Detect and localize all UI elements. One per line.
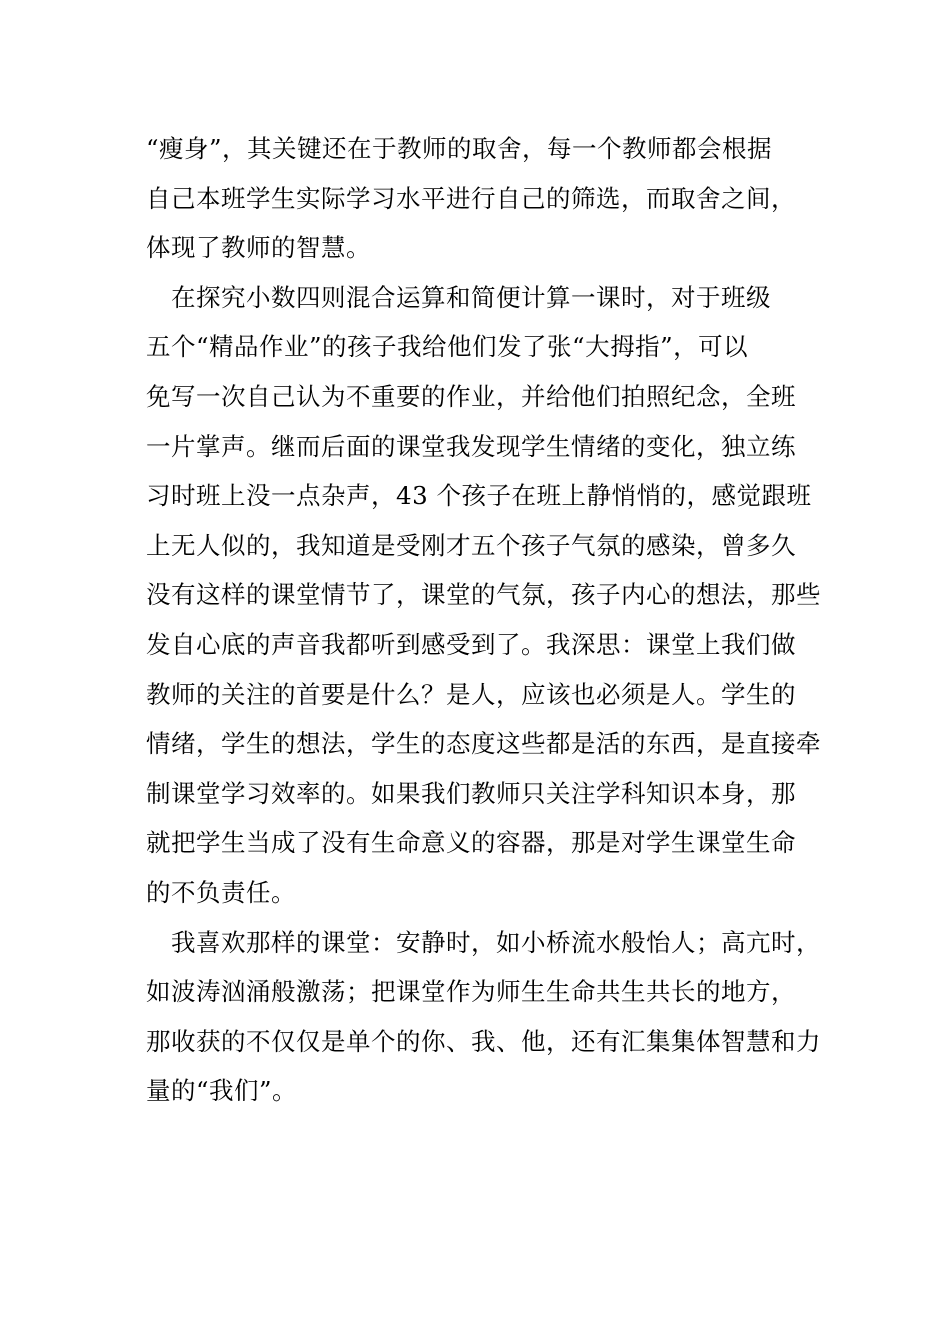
text-line: 就把学生当成了没有生命意义的容器，那是对学生课堂生命 [146,828,796,858]
text-line: “瘦身”，其关键还在于教师的取舍，每一个教师都会根据 [146,134,773,163]
text-line: 如波涛汹涌般激荡；把课堂作为师生生命共生共长的地方， [146,977,796,1007]
text-line: 教师的关注的首要是什么？是人，应该也必须是人。学生的 [146,679,796,709]
text-line: 自己本班学生实际学习水平进行自己的筛选，而取舍之间， [146,183,796,213]
text-line: 免写一次自己认为不重要的作业，并给他们拍照纪念，全班 [146,381,796,411]
paragraph-start-line: 我喜欢那样的课堂：安静时，如小桥流水般怡人；高亢时， [146,927,821,957]
text-line: 体现了教师的智慧。 [146,233,371,263]
text-line: 习时班上没一点杂声，43 个孩子在班上静悄悄的，感觉跟班 [146,481,812,511]
text-line: 制课堂学习效率的。如果我们教师只关注学科知识本身，那 [146,778,796,808]
text-line: 五个“精品作业”的孩子我给他们发了张“大拇指”，可以 [146,332,749,362]
text-line: 情绪，学生的想法，学生的态度这些都是活的东西，是直接牵 [146,729,821,759]
text-line: 量的“我们”。 [146,1076,298,1106]
text-line: 的不负责任。 [146,877,296,907]
text-line: 上无人似的，我知道是受刚才五个孩子气氛的感染，曾多久 [146,530,796,560]
text-line: 没有这样的课堂情节了，课堂的气氛，孩子内心的想法，那些 [146,580,821,610]
text-line: 发自心底的声音我都听到感受到了。我深思：课堂上我们做 [146,629,796,659]
text-line: 一片掌声。继而后面的课堂我发现学生情绪的变化，独立练 [146,431,796,461]
text-line: 那收获的不仅仅是单个的你、我、他，还有汇集集体智慧和力 [146,1026,821,1056]
body-text [146,124,821,1116]
paragraph-start-line: 在探究小数四则混合运算和简便计算一课时，对于班级 [146,282,771,312]
